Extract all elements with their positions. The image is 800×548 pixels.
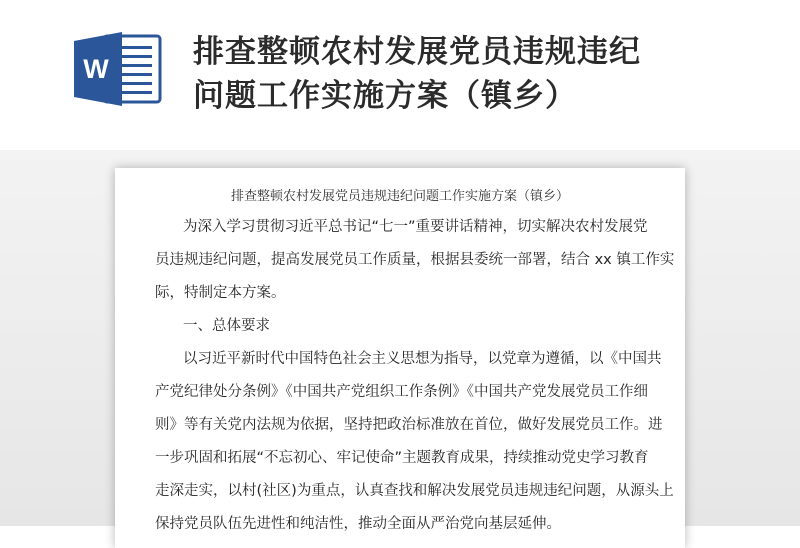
title-line-2: 问题工作实施方案（镇乡）	[193, 78, 577, 114]
svg-text:W: W	[83, 54, 109, 84]
paragraph-line: 一步巩固和拓展“不忘初心、牢记使命”主题教育成果，持续推动党史学习教育	[155, 450, 649, 466]
paragraph-line: 以习近平新时代中国特色社会主义思想为指导，以党章为遵循，以《中国共	[183, 351, 662, 367]
paragraph-line: 产党纪律处分条例》《中国共产党组织工作条例》《中国共产党发展党员工作细	[155, 384, 648, 400]
word-doc-icon	[74, 32, 166, 106]
document-page	[115, 168, 685, 548]
paragraph-line: 员违规违纪问题，提高发展党员工作质量，根据县委统一部署，结合 xx 镇工作实	[155, 252, 675, 268]
page-heading: 排查整顿农村发展党员违规违纪问题工作实施方案（镇乡）	[230, 189, 569, 204]
header-banner	[0, 0, 800, 150]
paragraph-line: 保持党员队伍先进性和纯洁性，推动全面从严治党向基层延伸。	[155, 516, 561, 532]
document-title	[193, 30, 753, 118]
section-heading: 一、总体要求	[183, 318, 270, 334]
paragraph-line: 则》等有关党内法规为依据，坚持把政治标准放在首位，做好发展党员工作。进	[155, 417, 663, 433]
paragraph-line: 走深走实，以村(社区)为重点，认真查找和解决发展党员违规违纪问题，从源头上	[155, 483, 674, 499]
paragraph-line: 际，特制定本方案。	[155, 285, 286, 301]
title-line-1: 排查整顿农村发展党员违规违纪	[193, 34, 641, 70]
paragraph-line: 为深入学习贯彻习近平总书记“七一”重要讲话精神，切实解决农村发展党	[183, 219, 648, 235]
